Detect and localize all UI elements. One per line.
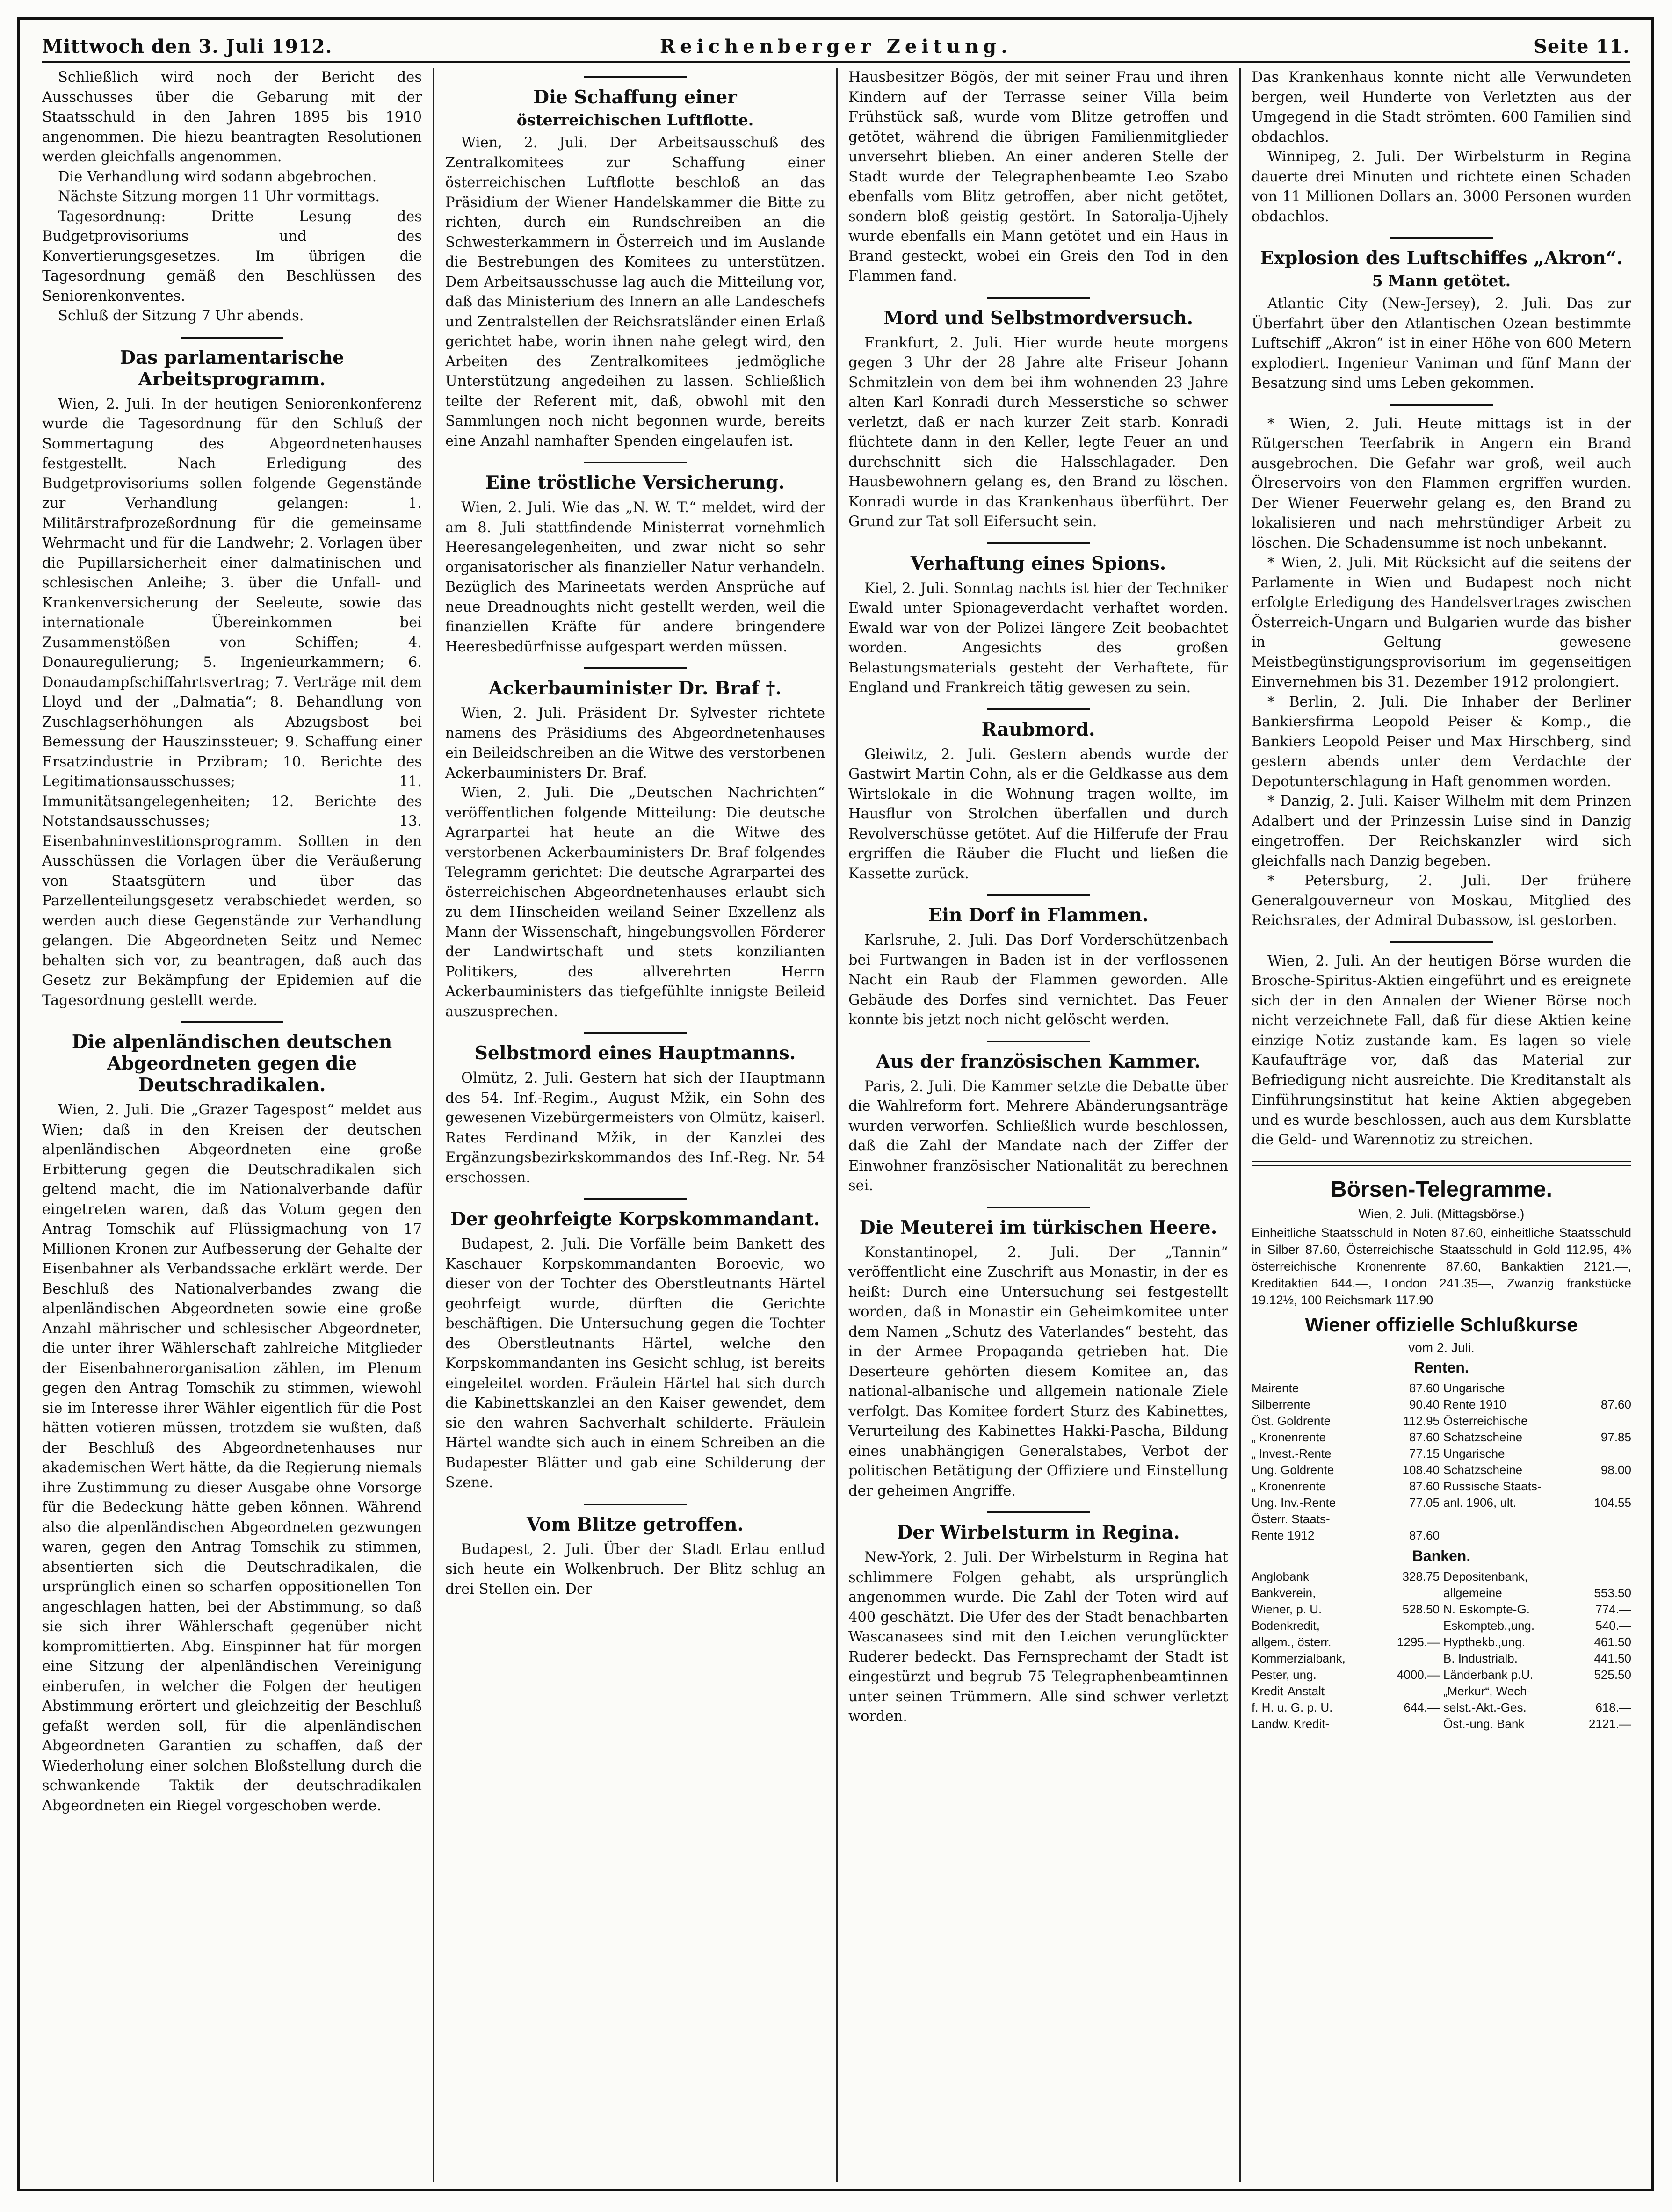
quote-value: 644.—	[1404, 1700, 1440, 1714]
quote-value	[1573, 1478, 1631, 1495]
quote-value	[1382, 1716, 1440, 1732]
article-text: * Petersburg, 2. Juli. Der frühere Generalgouverneur von Moskau, Mitglied des Reichsrates, der Admiral Dubassow, ist gestorben.	[1252, 873, 1631, 929]
separator	[584, 76, 687, 78]
quote-name: Schatzscheine	[1443, 1430, 1523, 1444]
quote-name: Silberrente	[1252, 1397, 1310, 1411]
column-rule	[836, 68, 838, 2182]
article-village-fire	[848, 904, 1228, 1030]
quote-name: Ungarische	[1443, 1446, 1505, 1460]
double-separator	[1252, 1161, 1631, 1166]
article-headline: Der geohrfeigte Korpskommandant.	[450, 1208, 820, 1230]
quote-value: 2121.—	[1588, 1716, 1631, 1731]
quote-name: Mairente	[1252, 1381, 1299, 1395]
article-text: Das Krankenhaus konnte nicht alle Verwundeten bergen, weil Hunderte von Verletzten aus der Umgegend in die Stadt strömten. 600 Familien sind obdachlos.	[1252, 69, 1631, 145]
article-text: New-York, 2. Juli. Der Wirbelsturm in Regina hat schlimmere Folgen gehabt, als ursprünglich angenommen wurde. Die Zahl der Toten wird auf 400 geschätzt. Die Ufer des der Stadt benachbarten Wascanasees sind mit den Leichen verunglückter Ruderer bedeckt. Das Fernsprechamt der Stadt ist eingestürzt und begrub 75 Telegraphenbeamtinnen unter seinen Trümmern. Alle sind schwer verletzt worden.	[848, 1549, 1228, 1725]
quote-name: Kredit-Anstalt	[1252, 1684, 1325, 1698]
quote-value: 98.00	[1600, 1462, 1631, 1477]
article-regina-continued	[1252, 68, 1631, 227]
article-spy-arrest	[848, 553, 1228, 698]
quote-value: 90.40	[1409, 1397, 1440, 1411]
quote-name: anl. 1906, ult.	[1443, 1495, 1517, 1510]
article-headline: Verhaftung eines Spions.	[910, 552, 1166, 574]
article-text: Nächste Sitzung morgen 11 Uhr vormittags.	[58, 188, 380, 205]
article-text: Kiel, 2. Juli. Sonntag nachts ist hier der Techniker Ewald unter Spionageverdacht verhaftet worden. Ewald war von der Polizei längere Zeit beobachtet worden. Angesichts des großen Belastungsmaterials gesteht der Verhaftete, für England und Frankreich tätig gewesen zu sein.	[848, 580, 1228, 696]
quote-name: allgemeine	[1443, 1585, 1502, 1600]
quote-value	[1573, 1380, 1631, 1396]
separator	[181, 337, 283, 339]
quote-value	[1573, 1527, 1631, 1544]
exchange-telegrams-title: Börsen-Telegramme.	[1331, 1177, 1552, 1202]
quote-name	[1443, 1527, 1570, 1544]
article-text: * Berlin, 2. Juli. Die Inhaber der Berliner Bankiersfirma Leopold Peiser & Komp., die Bankiers Leopold Peiser und Max Hirschberg, sind gestern abends unter dem Verdachte der Depotunterschlagung in Haft genommen worden.	[1252, 694, 1631, 790]
article-headline: Ackerbauminister Dr. Braf †.	[488, 678, 782, 699]
article-stock-exchange	[1252, 952, 1631, 1150]
quote-value	[1382, 1650, 1440, 1667]
article-captain-suicide	[445, 1042, 825, 1188]
quote-value	[1573, 1413, 1631, 1429]
quote-value	[1382, 1683, 1440, 1699]
quote-value	[1382, 1618, 1440, 1634]
quote-name: f. H. u. G. p. U.	[1252, 1700, 1333, 1714]
article-headline: Ein Dorf in Flammen.	[928, 904, 1149, 926]
quote-value: 104.55	[1594, 1495, 1631, 1510]
article-text: Die Verhandlung wird sodann abgebrochen.	[58, 168, 377, 185]
bonds-heading: Renten.	[1414, 1359, 1469, 1376]
quote-name: Eskompteb.,ung.	[1443, 1618, 1535, 1633]
banks-table	[1252, 1569, 1631, 1732]
article-text: Frankfurt, 2. Juli. Hier wurde heute morgens gegen 3 Uhr der 28 Jahre alte Friseur Johann Schmitzlein von dem bei ihm wohnenden 23 Jahre alten Karl Konradi durch Messerstiche so schwer verletzt, daß er nach kurzer Zeit starb. Konradi flüchtete dann in den Keller, legte Feuer an und durchschnitt sich die Halsschlagader. Den Hausbewohnern gelang es, den Brand zu löschen. Konradi wurde in das Krankenhaus überführt. Der Grund zur Tat soll Eifersucht sein.	[848, 334, 1228, 530]
quote-value: 97.85	[1600, 1430, 1631, 1444]
quote-name: Öst. Goldrente	[1252, 1413, 1331, 1428]
article-text: Budapest, 2. Juli. Über der Stadt Erlau entlud sich heute ein Wolkenbruch. Der Blitz schlug an drei Stellen ein. Der	[445, 1541, 825, 1598]
quote-name: Rente 1910	[1443, 1397, 1506, 1411]
article-headline: Die alpenländischen deutschen Abgeordneten gegen die Deutschradikalen.	[72, 1031, 392, 1096]
quote-name: „ Invest.-Rente	[1252, 1446, 1332, 1460]
quote-value	[1573, 1683, 1631, 1699]
quote-name: Ungarische	[1443, 1381, 1505, 1395]
quote-value: 87.60	[1409, 1528, 1440, 1542]
article-text: Gleiwitz, 2. Juli. Gestern abends wurde der Gastwirt Martin Cohn, als er die Geldkasse aus dem Wirtslokale in die Wohnung tragen wollte, im Hausflur von Strolchen überfallen und durch Revolverschüsse getötet. Auf die Hilferufe der Frau ergriffen die Räuber die Flucht und ließen die Kassette zurück.	[848, 746, 1228, 882]
quote-name: Ung. Inv.-Rente	[1252, 1495, 1336, 1510]
article-text: Konstantinopel, 2. Juli. Der „Tannin“ veröffentlicht eine Zuschrift aus Monastir, in der es heißt: Durch eine Untersuchung sei festgestellt worden, daß in Monastir ein Geheimkomitee unter dem Namen „Schutz des Vaterlandes“ besteht, das in der Armee Propaganda getrieben hat. Die Deserteure gehörten diesem Komitee an, das national-albanische und allgemein nationale Ziele verfolgt. Das Komitee fordert Sturz des Kabinettes, Verurteilung des Kabinettes Hakki-Pascha, Bildung eines unabhängigen Generalstabes, Verbot der politischen Betätigung der Offiziere und Einstellung der geheimen Angriffe.	[848, 1244, 1228, 1499]
quote-name: Bankverein,	[1252, 1585, 1316, 1600]
article-lightning-continued	[848, 68, 1228, 287]
quote-name: Landw. Kredit-	[1252, 1716, 1330, 1731]
article-text: * Danzig, 2. Juli. Kaiser Wilhelm mit dem Prinzen Adalbert und der Prinzessin Luise sind in Danzig eingetroffen. Der Reichskanzler wird sich gleichfalls nach Danzig begeben.	[1252, 793, 1631, 869]
official-rates-title: Wiener offizielle Schlußkurse	[1305, 1313, 1578, 1336]
article-headline: Selbstmord eines Hauptmanns.	[474, 1042, 796, 1064]
quote-value: 112.95	[1403, 1413, 1440, 1428]
quote-value: 328.75	[1402, 1569, 1440, 1583]
quote-value: 87.60	[1409, 1381, 1440, 1395]
article-headline-line2: österreichischen Luftflotte.	[516, 111, 754, 129]
quote-name: selst.-Akt.-Ges.	[1443, 1700, 1527, 1714]
article-airship-explosion	[1252, 247, 1631, 394]
quote-name	[1443, 1511, 1570, 1527]
article-text: Budapest, 2. Juli. Die Vorfälle beim Bankett des Kaschauer Korpskommandanten Boroevic, wo dieser von der Tochter des Oberstleutnants Härtel geohrfeigt wurde, dürften die Gerichte beschäftigen. Die Untersuchung gegen die Tochter des Oberstleutnants Härtel, welche den Korpskommandanten ins Gesicht schlug, ist bereits eingeleitet worden. Fräulein Härtel hat sich durch die Kabinettskanzlei an den Kaiser gewendet, dem sie den wahren Sachverhalt schilderte. Fräulein Härtel wandte sich auch in einem Schreiben an die Budapester Blätter und gab eine Schilderung der Szene.	[445, 1236, 825, 1491]
article-text: Atlantic City (New-Jersey), 2. Juli. Das zur Überfahrt über den Atlantischen Ozean bestimmte Luftschiff „Akron“ ist in einer Höhe von 600 Metern explodiert. Ingenieur Vaniman und fünf Mann der Besatzung sind ums Leben gekommen.	[1252, 296, 1631, 391]
quote-value	[1573, 1569, 1631, 1585]
article-text: Olmütz, 2. Juli. Gestern hat sich der Hauptmann des 54. Inf.-Regim., August Mžik, ein Sohn des gewesenen Vizebürgermeisters von Olmütz, kaiserl. Rates Ferdinand Mžik, in der Kanzlei des Ergänzungsbezirkskommandos des Inf.-Reg. Nr. 54 erschossen.	[445, 1070, 825, 1186]
article-work-program	[42, 347, 422, 1011]
separator	[1390, 404, 1493, 406]
article-short-news	[1252, 414, 1631, 931]
masthead-title: Reichenberger Zeitung.	[659, 36, 1013, 58]
column-3	[848, 68, 1228, 2182]
quote-value	[1382, 1585, 1440, 1601]
quote-value	[1573, 1511, 1631, 1527]
quote-value: 87.60	[1409, 1479, 1440, 1493]
article-french-chamber	[848, 1051, 1228, 1196]
market-reports	[1252, 1176, 1631, 1732]
separator	[584, 1198, 687, 1200]
article-subheadline: 5 Mann getötet.	[1372, 272, 1511, 290]
quote-value: 87.60	[1600, 1397, 1631, 1411]
article-regina-tornado	[848, 1522, 1228, 1727]
quote-value: 553.50	[1594, 1585, 1631, 1600]
columns	[42, 68, 1632, 2182]
separator	[987, 708, 1090, 710]
column-2	[445, 68, 825, 2182]
quote-name: Länderbank p.U.	[1443, 1667, 1534, 1682]
article-text: Schließlich wird noch der Bericht des Ausschusses über die Gebarung mit der Staatsschuld in den Jahren 1895 bis 1910 angenommen. Die hiezu beantragten Resolutionen werden gleichfalls angenommen.	[42, 69, 422, 165]
masthead	[42, 33, 1630, 63]
article-text: Wien, 2. Juli. Die „Deutschen Nachrichten“ veröffentlichen folgende Mitteilung: Die deutsche Agrarpartei hat heute an die Witwe des verstorbenen Ackerbauministers Dr. Braf folgendes Telegramm gerichtet: Die deutsche Agrarpartei des österreichischen Abgeordnetenhauses erlaubt sich zu dem Hinscheiden weiland Seiner Exzellenz als Mann der Wissenschaft, hingebungsvollen Förderer der Landwirtschaft und stets konzilianten Politikers, des allverehrten Herrn Ackerbauministers das tiefgefühlte innigste Beileid auszusprechen.	[445, 785, 825, 1020]
quote-value: 77.05	[1409, 1495, 1440, 1510]
quote-name: allgem., österr.	[1252, 1634, 1332, 1649]
article-headline: Vom Blitze getroffen.	[526, 1513, 744, 1535]
quote-name: Rente 1912	[1252, 1528, 1315, 1542]
quote-name: „ Kronenrente	[1252, 1479, 1326, 1493]
column-4	[1252, 68, 1631, 2182]
article-headline: Explosion des Luftschiffes „Akron“.	[1260, 247, 1623, 269]
article-text: Wien, 2. Juli. Präsident Dr. Sylvester richtete namens des Präsidiums des Abgeordnetenhauses ein Beileidschreiben an die Witwe des verstorbenen Ackerbauministers Dr. Braf.	[445, 705, 825, 781]
quote-value	[1382, 1511, 1440, 1527]
article-comforting-assurance	[445, 472, 825, 657]
official-rates-date: vom 2. Juli.	[1408, 1340, 1475, 1355]
quote-name: Bodenkredit,	[1252, 1618, 1320, 1633]
quote-name: N. Eskompte-G.	[1443, 1602, 1530, 1616]
article-air-fleet	[445, 87, 825, 451]
article-murder	[848, 307, 1228, 532]
masthead-page-number: Seite 11.	[1534, 36, 1630, 58]
article-lightning	[445, 1514, 825, 1600]
article-headline: Aus der französischen Kammer.	[876, 1050, 1201, 1072]
separator	[987, 542, 1090, 544]
quote-name: B. Industrialb.	[1443, 1651, 1518, 1665]
article-text: * Wien, 2. Juli. Mit Rücksicht auf die seitens der Parlamente in Wien und Budapest noch nicht erfolgte Erledigung des Handelsvertrages zwischen Österreich-Ungarn und Bulgarien wurde das bisher in Geltung gewesene Meistbegünstigungsprovisorium im gegenseitigen Einvernehmen bis 31. Dezember 1912 prolongiert.	[1252, 555, 1631, 690]
separator	[987, 894, 1090, 896]
separator	[584, 462, 687, 463]
separator	[987, 297, 1090, 299]
quote-value	[1573, 1446, 1631, 1462]
article-headline: Die Meuterei im türkischen Heere.	[859, 1216, 1217, 1238]
article-text: * Wien, 2. Juli. Heute mittags ist in der Rütgerschen Teerfabrik in Angern ein Brand ausgebrochen. Die Gefahr war groß, weil auch Ölreservoirs von den Flammen ergriffen wurden. Der Wiener Feuerwehr gelang es, den Brand zu lokalisieren und nach mehrstündiger Arbeit zu löschen. Die Schadensumme ist noch unbekannt.	[1252, 415, 1631, 551]
masthead-date: Mittwoch den 3. Juli 1912.	[42, 36, 333, 58]
quote-value: 77.15	[1409, 1446, 1440, 1460]
article-headline: Raubmord.	[981, 718, 1095, 740]
article-minister-braf	[445, 678, 825, 1022]
separator	[584, 667, 687, 669]
quote-value: 774.—	[1595, 1602, 1631, 1616]
exchange-telegrams-dateline: Wien, 2. Juli. (Mittagsbörse.)	[1358, 1206, 1525, 1221]
quote-value: 618.—	[1595, 1700, 1631, 1714]
quote-name: Österreichische	[1443, 1413, 1528, 1428]
article-text: Schluß der Sitzung 7 Uhr abends.	[58, 308, 304, 324]
article-headline: Das parlamentarische Arbeitsprogramm.	[120, 347, 344, 390]
article-text: Wien, 2. Juli. Der Arbeitsausschuß des Zentralkomitees zur Schaffung einer österreichischen Luftflotte beschloß an das Präsidium der Wiener Handelskammer die Bitte zu richten, durch ein Rundschreiben an die Schwesterkammern in Österreich und im Auslande die Bestrebungen des Komitees zu unterstützen. Dem Arbeitsausschusse lag auch die Mitteilung vor, daß das Ministerium des Innern an alle Landeschefs und Zentralstellen der Reichsratsländer einen Erlaß gerichtet habe, worin ihnen nahe gelegt wird, den Arbeiten des Zentralkomitees jedmögliche Unterstützung angedeihen zu lassen. Schließlich teilte der Referent mit, daß, obwohl mit den Sammlungen noch nicht begonnen wurde, bereits eine Anzahl namhafter Spenden eingelaufen ist.	[445, 135, 825, 449]
article-text: Winnipeg, 2. Juli. Der Wirbelsturm in Regina dauerte drei Minuten und richtete einen Schaden von 11 Millionen Dollars an. 3000 Personen wurden obdachlos.	[1252, 149, 1631, 225]
quote-name: Wiener, p. U.	[1252, 1602, 1322, 1616]
quote-value: 540.—	[1595, 1618, 1631, 1633]
article-text: Paris, 2. Juli. Die Kammer setzte die Debatte über die Wahlreform fort. Mehrere Abänderungsanträge wurden verworfen. Schließlich wurde beschlossen, daß die Zahl der Mandate nach der Ziffer der Einwohner französischer Nationalität zu berechnen sei.	[848, 1078, 1228, 1194]
quote-value: 461.50	[1594, 1634, 1631, 1649]
article-text: Wien, 2. Juli. An der heutigen Börse wurden die Brosche-Spiritus-Aktien eingeführt und es ereignete sich der in den Annalen der Wiener Börse noch nicht verzeichnete Fall, daß für diese Aktien keine einzige Notiz zustande kam. Es lagen so viele Kaufaufträge vor, daß das Material zur Befriedigung nicht ausreichte. Die Kreditanstalt als Einführungsinstitut hat keine Aktien abgegeben und es wurde beschlossen, auch aus dem Kursblatte die Geld- und Warennotiz zu streichen.	[1252, 953, 1631, 1148]
separator	[181, 1021, 283, 1023]
quote-value: 528.50	[1402, 1602, 1440, 1616]
column-rule	[433, 68, 434, 2182]
separator	[987, 1207, 1090, 1208]
article-parliament-session	[42, 68, 422, 326]
quote-name: Ung. Goldrente	[1252, 1462, 1334, 1477]
quote-name: Österr. Staats-	[1252, 1511, 1330, 1526]
quote-name: Schatzscheine	[1443, 1462, 1523, 1477]
quote-name: Russische Staats-	[1443, 1479, 1542, 1493]
quote-name: „Merkur“, Wech-	[1443, 1684, 1531, 1698]
column-1	[42, 68, 422, 2182]
column-rule	[1239, 68, 1241, 2182]
separator	[987, 1511, 1090, 1513]
banks-heading: Banken.	[1412, 1547, 1471, 1564]
article-headline: Mord und Selbstmordversuch.	[883, 307, 1194, 329]
quote-value: 441.50	[1594, 1651, 1631, 1665]
article-corps-commander	[445, 1208, 825, 1493]
article-headline: Eine tröstliche Versicherung.	[485, 472, 785, 493]
article-alpine-deputies	[42, 1031, 422, 1816]
quote-name: „ Kronenrente	[1252, 1430, 1326, 1444]
quote-value: 1295.—	[1397, 1634, 1440, 1649]
article-text: Wien, 2. Juli. Wie das „N. W. T.“ meldet, wird der am 8. Juli stattfindende Ministerrat vornehmlich Heeresangelegenheiten, und zwar nicht so sehr organisatorischer als finanzieller Natur verhandeln. Bezüglich des Marineetats werden Ansprüche auf neue Dreadnoughts nicht gestellt werden, weil die finanziellen Kräfte für andere bringendere Heeresbedürfnisse aufgespart werden müssen.	[445, 499, 825, 655]
quote-name: Öst.-ung. Bank	[1443, 1716, 1525, 1731]
quote-name: Hypthekb.,ung.	[1443, 1634, 1525, 1649]
quote-name: Depositenbank,	[1443, 1569, 1528, 1583]
quote-name: Anglobank	[1252, 1569, 1309, 1583]
bonds-table	[1252, 1380, 1631, 1544]
article-text: Hausbesitzer Bögös, der mit seiner Frau und ihren Kindern auf der Terrasse seiner Villa beim Frühstück saß, wurde vom Blitze getroffen und getötet, während die übrigen Familienmitglieder unversehrt blieben. An einer anderen Stelle der Stadt wurde der Telegraphenbeamte Leo Szabo ebenfalls vom Blitz getroffen, aber nicht getötet, sondern bloß geistig gestört. In Satoralja-Ujhely wurde ebenfalls ein Mann getötet und ein Haus in Brand gesteckt, wobei ein Greis den Tod in den Flammen fand.	[848, 69, 1228, 284]
article-robbery-murder	[848, 719, 1228, 884]
separator	[584, 1032, 687, 1034]
exchange-telegrams-text: Einheitliche Staatsschuld in Noten 87.60, einheitliche Staatsschuld in Silber 87.60, Österreichische Staatsschuld in Gold 112.95, 4% österreichische Kronenrente 87.60, Bankaktien 2121.—, Kreditaktien 644.—, London 241.35—, Zwanzig frankstücke 19.12½, 100 Reichsmark 117.90—	[1252, 1225, 1631, 1307]
quote-value: 87.60	[1409, 1430, 1440, 1444]
article-text: Wien, 2. Juli. In der heutigen Seniorenkonferenz wurde die Tagesordnung für den Schluß der Sommertagung des Abgeordnetenhauses festgestellt. Nach Erledigung des Budgetprovisoriums sollen folgende Gegenstände zur Verhandlung gelangen: 1. Militärstrafprozeßordnung für die gemeinsame Wehrmacht und für die Landwehr; 2. Vorlagen über die Pupillarsicherheit einer dalmatinischen und schlesischen Anleihe; 3. über die Unfall- und Krankenversicherung der Seeleute, sowie das internationale Übereinkommen bei Zusammenstößen von Schiffen; 4. Donauregulierung; 5. Ingenieurkammern; 6. Donaudampfschiffahrtsvertrag; 7. Verträge mit dem Lloyd und der „Dalmatia“; 8. Behandlung von Zuschlagserhöhungen als Abzugsbost bei Bemessung der Hauszinssteuer; 9. Schaffung einer Ersatzindustrie in Przibram; 10. Berichte des Legitimationsausschusses; 11. Immunitätsangelegenheiten; 12. Berichte des Notstandsausschusses; 13. Eisenbahninvestitionsprogramm. Sollten in den Ausschüssen die Vorlagen über die Veräußerung von Staatsgütern und über das Parzellenteilungsgesetz verabschiedet werden, so werden auch diese Gegenstände zur Verhandlung gelangen. Die Abgeordneten Seitz und Nemec behalten sich vor, zu beantragen, daß auch das Gesetz zur Bekämpfung der Epidemien auf die Tagesordnung gestellt werde.	[42, 396, 422, 1009]
separator	[1390, 237, 1493, 239]
separator	[987, 1041, 1090, 1042]
article-text: Karlsruhe, 2. Juli. Das Dorf Vorderschützenbach bei Furtwangen in Baden ist in der verflossenen Nacht ein Raub der Flammen geworden. Alle Gebäude des Dorfes sind vernichtet. Das Feuer konnte bis jetzt noch nicht gelöscht werden.	[848, 932, 1228, 1028]
quote-value: 108.40	[1402, 1462, 1440, 1477]
quote-value: 525.50	[1594, 1667, 1631, 1682]
separator	[584, 1504, 687, 1505]
article-turkish-mutiny	[848, 1217, 1228, 1502]
separator	[1390, 941, 1493, 943]
quote-name: Kommerzialbank,	[1252, 1651, 1346, 1665]
article-text: Wien, 2. Juli. Die „Grazer Tagespost“ meldet aus Wien; daß in den Kreisen der deutschen alpenländischen Abgeordneten eine große Erbitterung gegen die Deutschradikalen sich geltend macht, die im Nationalverbande dafür eingetreten waren, daß das Votum gegen den Antrag Tomschik auf Flüssigmachung von 17 Millionen Kronen zur Aufbesserung der Gehalte der Eisenbahner als Verbandssache erklärt werde. Der Beschluß des Nationalverbandes zwang die alpenländischen Abgeordneten sowie eine große Anzahl mährischer und schlesischer Abgeordneter, die unter ihrer Wählerschaft zahlreiche Mitglieder der Eisenbahnerorganisation zählen, im Plenum gegen den Antrag Tomschik zu stimmen, wiewohl sie im Interesse ihrer Wähler eigentlich für die Post hätten votieren müssen, trotzdem sie wußten, daß der Beschluß des Abgeordnetenhauses nur akademischen Wert hätte, da die Regierung niemals ihre Zustimmung zu dieser Ausgabe ohne Vorsorge für die Bedeckung hätte geben können. Während also die alpenländischen Abgeordneten gezwungen waren, gegen den Antrag Tomschik zu stimmen, absentierten sich die Deutschradikalen, die ursprünglich einen so scharfen oppositionellen Ton angeschlagen hatten, bei der Abstimmung, so daß sie sich ihrer Wählerschaft gegenüber nicht kompromittierten. Abg. Einspinner hat für morgen eine Sitzung der alpenländischen Vereinigung einberufen, in welcher die Folgen der heutigen Abstimmung erörtert und gleichzeitig der Beschluß gefaßt werden soll, für die alpenländischen Abgeordneten Garantien zu schaffen, daß der Wiederholung einer solchen Bloßstellung durch die schwankende Taktik der deutschradikalen Abgeordneten ein Riegel vorgeschoben werde.	[42, 1102, 422, 1814]
quote-value: 4000.—	[1397, 1667, 1440, 1682]
quote-name: Pester, ung.	[1252, 1667, 1317, 1682]
article-text: Tagesordnung: Dritte Lesung des Budgetprovisoriums und des Konvertierungsgesetzes. Im übrigen die Tagesordnung gemäß den Beschlüssen des Seniorenkonventes.	[42, 208, 422, 304]
article-headline: Der Wirbelsturm in Regina.	[897, 1522, 1180, 1543]
article-headline: Die Schaffung einer	[533, 87, 737, 108]
